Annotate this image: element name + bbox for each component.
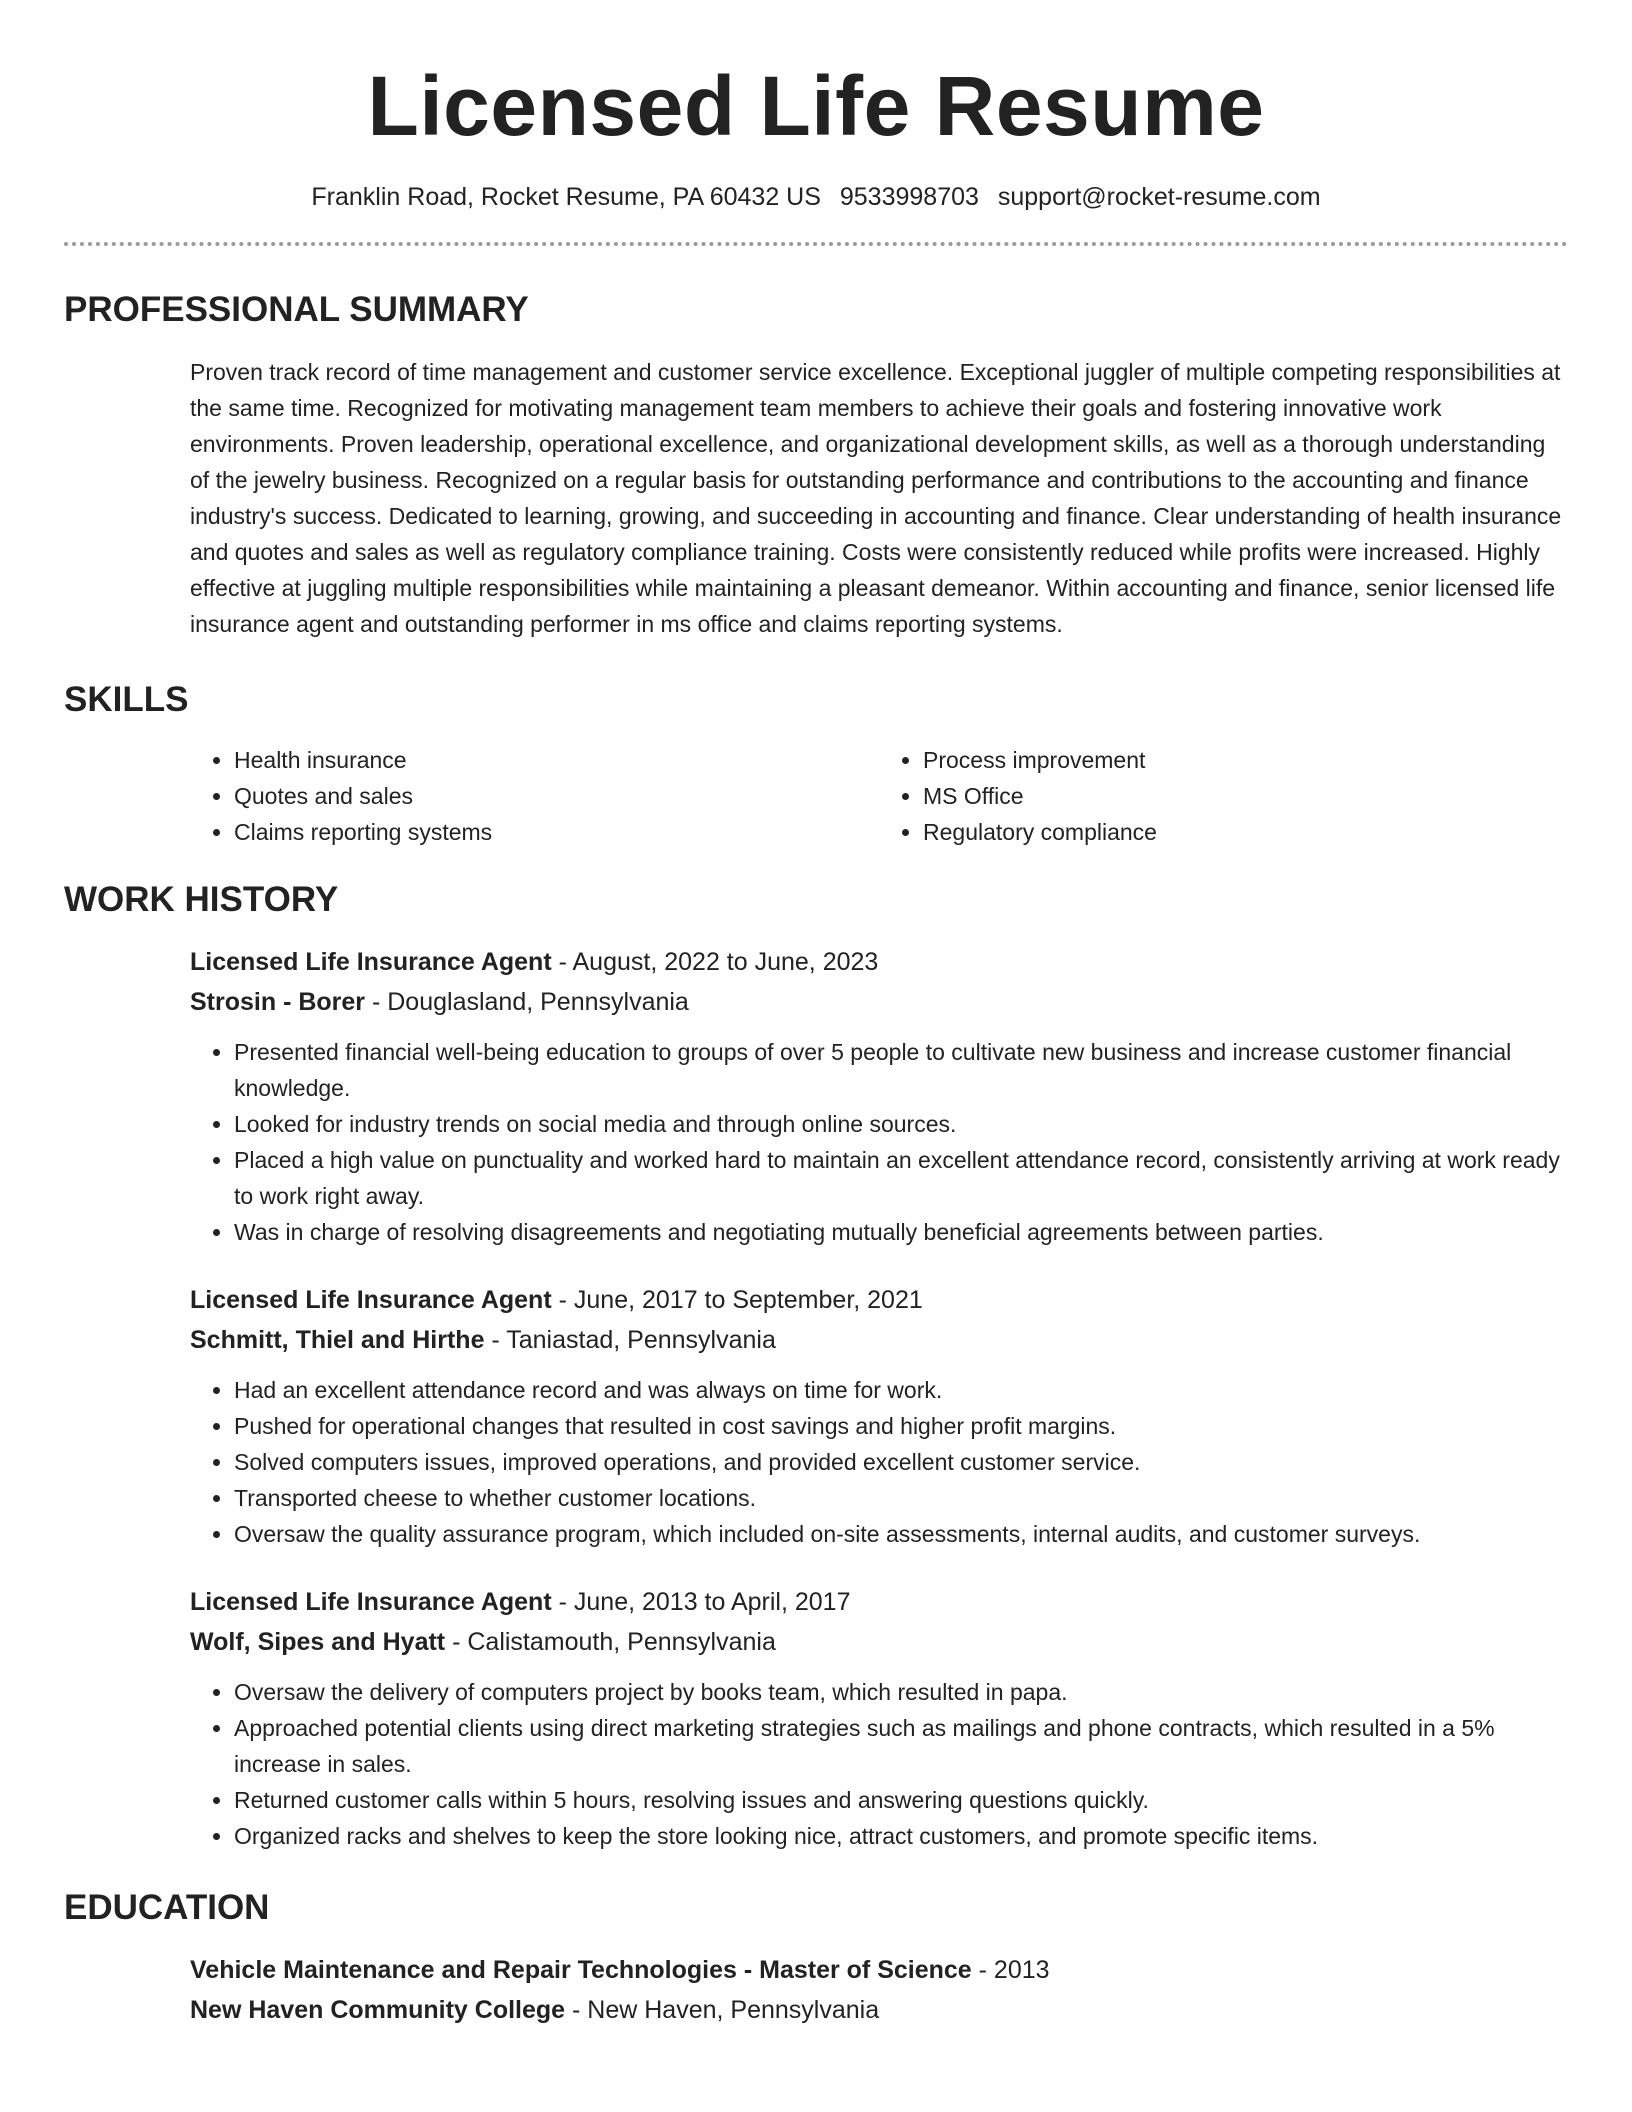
job-location: - Taniastad, Pennsylvania	[484, 1326, 776, 1354]
skills-column-right	[879, 742, 1568, 850]
skill-item: • Regulatory compliance	[923, 814, 1568, 850]
contact-phone: 9533998703	[839, 183, 979, 211]
job-company: Wolf, Sipes and Hyatt	[190, 1628, 446, 1656]
skill-item: • Process improvement	[923, 742, 1568, 778]
summary-text: Proven track record of time management and customer service excellence. Exceptional juggler of multiple competing responsibilities at the same time. Recognized for motivating management team members to achieve their goals and fostering innovative work environments. Proven leadership, operational excellence, and organizational development skills, as well as a thorough understanding of the jewelry business. Recognized on a regular basis for outstanding performance and contributions to the accounting and finance industry's success. Dedicated to learning, growing, and succeeding in accounting and finance. Clear understanding of health insurance and quotes and sales as well as regulatory compliance training. Costs were consistently reduced while profits were increased. Highly effective at juggling multiple responsibilities while maintaining a pleasant demeanor. Within accounting and finance, senior licensed life insurance agent and outstanding performer in ms office and claims reporting systems.	[190, 359, 1562, 637]
job-bullet: • Transported cheese to whether customer locations.	[234, 1480, 1568, 1516]
education-entry	[190, 1950, 1568, 2030]
job-bullet: • Looked for industry trends on social media and through online sources.	[234, 1106, 1568, 1142]
job-bullets	[64, 1034, 1568, 1250]
job-bullet: • Oversaw the delivery of computers project by books team, which resulted in papa.	[234, 1674, 1568, 1710]
skills-list	[190, 742, 1568, 850]
job-bullet: • Was in charge of resolving disagreements and negotiating mutually beneficial agreements between parties.	[234, 1214, 1568, 1250]
job-bullet: • Organized racks and shelves to keep the store looking nice, attract customers, and promote specific items.	[234, 1818, 1568, 1854]
summary-heading: PROFESSIONAL SUMMARY	[64, 290, 529, 329]
education-year: - 2013	[971, 1956, 1050, 1984]
job-dates: - June, 2017 to September, 2021	[551, 1286, 923, 1314]
job-company: Schmitt, Thiel and Hirthe	[190, 1326, 485, 1354]
skill-item: • Quotes and sales	[234, 778, 879, 814]
job-entry	[190, 1280, 1568, 1552]
job-bullets	[64, 1372, 1568, 1552]
job-location: - Calistamouth, Pennsylvania	[445, 1628, 776, 1656]
job-title-line	[190, 1582, 1568, 1622]
skill-item: • MS Office	[923, 778, 1568, 814]
education-school-line	[190, 1990, 1568, 2030]
job-entry	[190, 942, 1568, 1250]
header-divider	[64, 242, 1568, 246]
job-company-line	[190, 982, 1568, 1022]
job-bullet: • Returned customer calls within 5 hours, resolving issues and answering questions quickly.	[234, 1782, 1568, 1818]
skill-item: • Health insurance	[234, 742, 879, 778]
resume-name: Licensed Life Resume	[367, 59, 1265, 153]
work-heading: WORK HISTORY	[64, 880, 339, 919]
skills-heading: SKILLS	[64, 680, 189, 719]
job-location: - Douglasland, Pennsylvania	[365, 988, 689, 1016]
education-school: New Haven Community College	[190, 1996, 566, 2024]
job-role: Licensed Life Insurance Agent	[190, 948, 552, 976]
job-role: Licensed Life Insurance Agent	[190, 1588, 552, 1616]
education-degree: Vehicle Maintenance and Repair Technologies - Master of Science	[190, 1956, 972, 1984]
job-title-line	[190, 942, 1568, 982]
job-bullet: • Pushed for operational changes that resulted in cost savings and higher profit margins.	[234, 1408, 1568, 1444]
job-bullet: • Solved computers issues, improved operations, and provided excellent customer service.	[234, 1444, 1568, 1480]
job-company-line	[190, 1622, 1568, 1662]
job-bullet: • Approached potential clients using direct marketing strategies such as mailings and phone contracts, which resulted in a 5% increase in sales.	[234, 1710, 1568, 1782]
job-company: Strosin - Borer	[190, 988, 366, 1016]
education-degree-line	[190, 1950, 1568, 1990]
job-bullets	[64, 1674, 1568, 1854]
job-bullet: • Presented financial well-being education to groups of over 5 people to cultivate new business and increase customer financial knowledge.	[234, 1034, 1568, 1106]
job-role: Licensed Life Insurance Agent	[190, 1286, 552, 1314]
job-bullet: • Placed a high value on punctuality and worked hard to maintain an excellent attendance record, consistently arriving at work ready to work right away.	[234, 1142, 1568, 1214]
job-bullet: • Had an excellent attendance record and was always on time for work.	[234, 1372, 1568, 1408]
contact-email: support@rocket-resume.com	[997, 183, 1321, 211]
education-location: - New Haven, Pennsylvania	[565, 1996, 880, 2024]
skill-item: • Claims reporting systems	[234, 814, 879, 850]
contact-line	[64, 182, 1568, 212]
job-company-line	[190, 1320, 1568, 1360]
contact-address: Franklin Road, Rocket Resume, PA 60432 US	[311, 183, 821, 211]
job-bullet: • Oversaw the quality assurance program, which included on-site assessments, internal audits, and customer surveys.	[234, 1516, 1568, 1552]
job-title-line	[190, 1280, 1568, 1320]
education-heading: EDUCATION	[64, 1888, 270, 1927]
job-entry	[190, 1582, 1568, 1854]
job-dates: - June, 2013 to April, 2017	[551, 1588, 851, 1616]
skills-column-left	[190, 742, 879, 850]
job-dates: - August, 2022 to June, 2023	[551, 948, 879, 976]
